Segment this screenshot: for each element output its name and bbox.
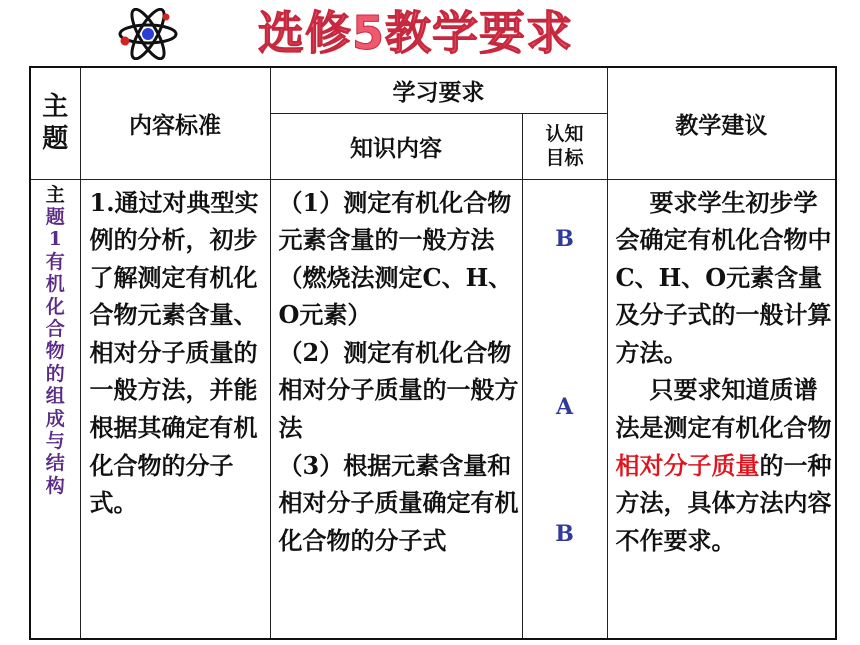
advice-paragraph-1: 要求学生初步学会确定有机化合物中C、H、O元素含量及分子式的一般计算方法。	[615, 187, 832, 367]
topic-char: 合	[45, 317, 65, 340]
header-content-standard: 内容标准	[80, 67, 270, 179]
topic-char: 1	[48, 228, 62, 251]
knowledge-item-1: （1）测定有机化合物元素含量的一般方法（燃烧法测定C、H、O元素）	[278, 187, 513, 330]
knowledge-cell	[270, 179, 522, 639]
header-knowledge-content: 知识内容	[270, 113, 522, 179]
knowledge-item-3: （3）根据元素含量和相对分子质量确定有机化合物的分子式	[278, 450, 519, 555]
topic-char: 主	[45, 183, 65, 206]
topic-char: 与	[45, 429, 65, 452]
topic-char: 组	[45, 385, 65, 408]
topic-char: 成	[45, 407, 65, 430]
content-standard-cell: 1.通过对典型实例的分析，初步了解测定有机化合物元素含量、相对分子质量的一般方法，并能根据其确定有机化合物的分子式。	[80, 179, 270, 639]
requirements-table	[29, 66, 837, 640]
goal-b-1: B	[555, 225, 574, 252]
topic-char: 物	[45, 340, 65, 363]
knowledge-item-2: （2）测定有机化合物相对分子质量的一般方法	[278, 337, 519, 443]
teaching-advice-cell	[607, 179, 836, 639]
topic-char: 构	[45, 474, 65, 497]
goal-a: A	[555, 393, 574, 420]
advice-highlight: 相对分子质量	[615, 450, 760, 480]
header-learning-requirements: 学习要求	[270, 67, 607, 113]
topic-char: 题	[45, 205, 65, 228]
atom-icon	[116, 8, 180, 60]
topic-char: 结	[45, 452, 65, 475]
advice-paragraph-2	[616, 371, 834, 559]
topic-char: 有	[45, 250, 65, 273]
goal-b-2: B	[555, 520, 574, 547]
cognitive-goal-cell	[522, 179, 607, 639]
header-cognitive-goal	[522, 113, 607, 179]
slide-header	[0, 0, 860, 66]
topic-cell	[30, 179, 80, 639]
advice-text-after: 的一种方法，具体方法内容不作要求。	[615, 450, 832, 555]
header-topic-label: 主题	[42, 92, 69, 155]
topic-char: 的	[45, 362, 65, 385]
advice-text-before: 只要求知道质谱法是测定有机化合物	[615, 375, 832, 443]
topic-char: 机	[45, 273, 65, 296]
header-cognitive-goal-label: 认知目标	[545, 123, 584, 169]
slide-title: 选修5教学要求	[258, 6, 574, 60]
header-teaching-advice: 教学建议	[607, 67, 836, 179]
topic-char: 化	[45, 295, 65, 318]
header-topic	[30, 67, 80, 179]
